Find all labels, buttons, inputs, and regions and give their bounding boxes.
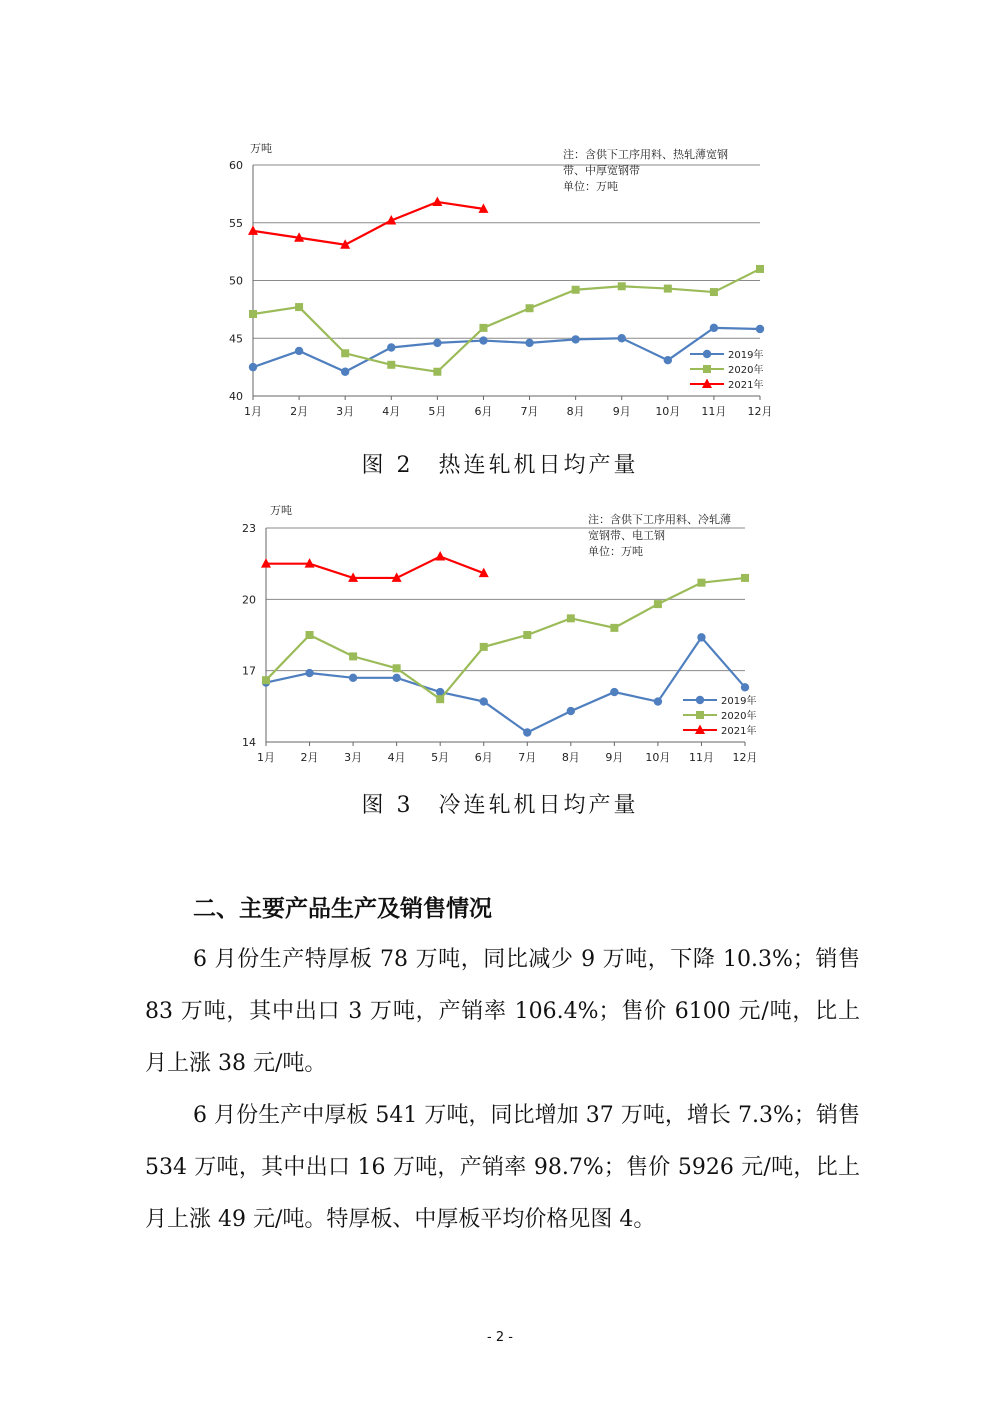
x-tick-label: 11月	[688, 751, 714, 764]
data-point	[741, 574, 749, 582]
x-tick-label: 12月	[747, 405, 773, 418]
x-tick-label: 11月	[701, 405, 727, 418]
x-tick-label: 12月	[732, 751, 758, 764]
x-tick-label: 7月	[520, 405, 539, 418]
legend-label: 2021年	[721, 726, 757, 737]
data-point	[435, 551, 445, 561]
legend-label: 2021年	[728, 380, 764, 391]
x-tick-label: 1月	[257, 751, 275, 764]
data-point	[654, 697, 662, 705]
figure-3-caption: 图 3 冷连轧机日均产量	[361, 793, 639, 818]
paragraph-thick-plate: 6 月份生产特厚板 78 万吨，同比减少 9 万吨，下降 10.3%；销售 83 万吨，其中出口 3 万吨，产销率 106.4%；售价 6100 元/吨，比上月上涨 38 元/吨。	[145, 947, 860, 1076]
x-tick-label: 2月	[300, 751, 319, 764]
data-point	[610, 624, 618, 632]
x-tick-label: 3月	[344, 751, 363, 764]
x-tick-label: 10月	[655, 405, 681, 418]
legend-label: 2020年	[721, 711, 757, 722]
y-tick-label: 45	[229, 332, 243, 346]
x-tick-label: 4月	[382, 405, 401, 418]
chart-note-line: 注：含供下工序用料、热轧薄宽钢	[563, 148, 728, 161]
x-tick-label: 7月	[518, 751, 537, 764]
x-tick-label: 5月	[431, 751, 450, 764]
x-tick-label: 2月	[290, 405, 309, 418]
unit-label: 万吨	[250, 142, 272, 155]
x-tick-label: 1月	[244, 405, 262, 418]
unit-label: 万吨	[270, 504, 292, 517]
y-tick-label: 14	[242, 736, 256, 749]
data-point	[305, 669, 313, 677]
data-point	[392, 674, 400, 682]
y-tick-label: 20	[242, 593, 256, 607]
x-tick-label: 8月	[566, 405, 585, 418]
data-point	[610, 688, 618, 696]
chart-note-line: 单位：万吨	[563, 180, 618, 193]
data-point	[480, 697, 488, 705]
data-point	[306, 631, 314, 639]
x-tick-label: 9月	[612, 405, 631, 418]
data-point	[654, 600, 662, 608]
y-tick-label: 60	[229, 159, 243, 172]
data-point	[393, 664, 401, 672]
figure-2-caption: 图 2 热连轧机日均产量	[361, 453, 639, 478]
series-line	[266, 637, 745, 732]
data-point	[436, 695, 444, 703]
series-line	[266, 557, 484, 578]
y-tick-label: 23	[242, 522, 256, 535]
legend-marker	[696, 711, 704, 719]
x-tick-label: 9月	[605, 751, 624, 764]
data-point	[480, 643, 488, 651]
x-tick-label: 4月	[387, 751, 406, 764]
data-point	[523, 728, 531, 736]
x-tick-label: 10月	[645, 751, 671, 764]
x-tick-label: 8月	[561, 751, 580, 764]
y-tick-label: 17	[242, 664, 256, 678]
x-tick-label: 6月	[474, 405, 493, 418]
page-number: - 2 -	[487, 1330, 513, 1345]
paragraph-medium-plate: 6 月份生产中厚板 541 万吨，同比增加 37 万吨，增长 7.3%；销售 534 万吨，其中出口 16 万吨，产销率 98.7%；售价 5926 元/吨，比上月上涨 49 元/吨。特厚板、中厚板平均价格见图 4。	[145, 1103, 860, 1232]
data-point	[349, 652, 357, 660]
legend-label: 2019年	[728, 350, 764, 361]
x-tick-label: 6月	[474, 751, 493, 764]
legend-label: 2020年	[728, 365, 764, 376]
chart-note-line: 宽钢带、电工钢	[588, 529, 665, 542]
data-point	[697, 633, 705, 641]
data-point	[349, 674, 357, 682]
y-tick-label: 40	[229, 390, 243, 403]
legend-marker	[696, 696, 704, 704]
legend-label: 2019年	[721, 696, 757, 707]
data-point	[697, 579, 705, 587]
x-tick-label: 3月	[336, 405, 355, 418]
data-point	[262, 676, 270, 684]
data-point	[741, 683, 749, 691]
data-point	[567, 707, 575, 715]
section-heading: 二、主要产品生产及销售情况	[193, 896, 492, 922]
data-point	[567, 614, 575, 622]
chart-note-line: 单位：万吨	[588, 545, 643, 558]
chart-note-line: 带、中厚宽钢带	[563, 164, 640, 177]
y-tick-label: 50	[229, 274, 243, 288]
y-tick-label: 55	[229, 216, 243, 230]
x-tick-label: 5月	[428, 405, 447, 418]
data-point	[523, 631, 531, 639]
chart-note-line: 注：含供下工序用料、冷轧薄	[588, 513, 731, 526]
